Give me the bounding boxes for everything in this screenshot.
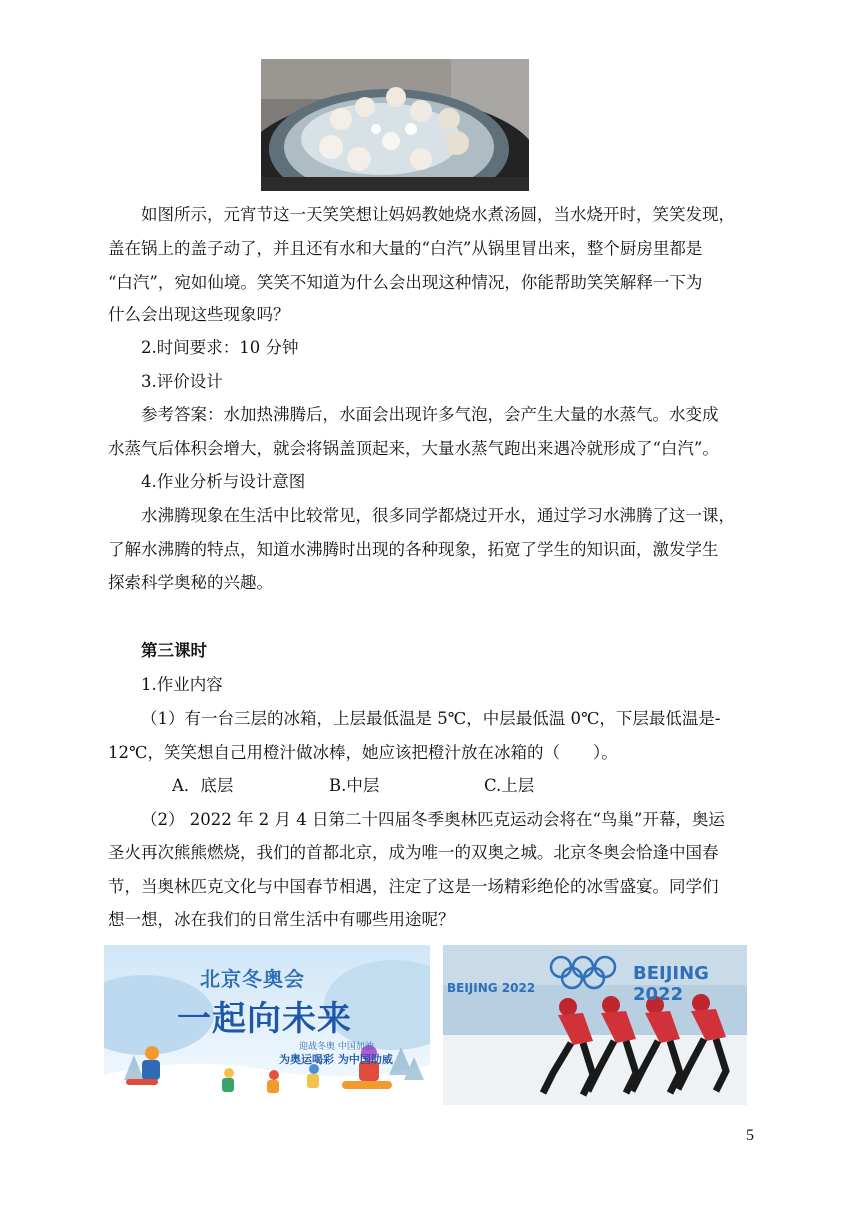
content-heading: 1.作业内容 [141,675,223,694]
analysis-line: 探索科学奥秘的兴趣。 [108,573,273,592]
question2-line: （2） 2022 年 2 月 4 日第二十四届冬季奥林匹克运动会将在“鸟巢”开幕，奥运 [141,810,725,829]
pot-photo [261,59,529,191]
option-a: A．底层 [172,776,234,795]
poster-title-small: 北京冬奥会 [200,967,305,991]
page-number: 5 [746,1127,754,1144]
boiling-pot-image [261,59,529,191]
evaluation-heading: 3.评价设计 [141,372,223,391]
winter-olympics-poster [104,945,430,1108]
speed-skating-photo [443,945,747,1105]
question1-line: 12℃，笑笑想自己用橙汁做冰棒，她应该把橙汁放在冰箱的（ ）。 [108,743,618,762]
paragraph-line: 如图所示，元宵节这一天笑笑想让妈妈教她烧水煮汤圆，当水烧开时，笑笑发现， [141,205,735,224]
question2-line: 圣火再次熊熊燃烧，我们的首都北京，成为唯一的双奥之城。北京冬奥会恰逢中国春 [108,843,719,862]
question2-line: 节，当奥林匹克文化与中国春节相遇，注定了这是一场精彩绝伦的冰雪盛宴。同学们 [108,877,719,896]
paragraph-line: 盖在锅上的盖子动了，并且还有水和大量的“白汽”从锅里冒出来，整个厨房里都是 [108,239,703,258]
time-requirement: 2.时间要求：10 分钟 [141,338,299,357]
answer-line: 参考答案：水加热沸腾后，水面会出现许多气泡，会产生大量的水蒸气。水变成 [141,405,719,424]
skating-banner-left: BEIJING 2022 [447,981,536,995]
poster-title-big: 一起向未来 [177,999,352,1039]
analysis-heading: 4.作业分析与设计意图 [141,472,306,491]
question1-line: （1）有一台三层的冰箱，上层最低温是 5℃，中层最低温 0℃，下层最低温是- [141,709,721,728]
paragraph-line: 什么会出现这些现象吗？ [108,305,290,324]
paragraph-line: “白汽”，宛如仙境。笑笑不知道为什么会出现这种情况，你能帮助笑笑解释一下为 [108,273,703,292]
analysis-line: 水沸腾现象在生活中比较常见，很多同学都烧过开水，通过学习水沸腾了这一课， [141,506,735,525]
question2-line: 想一想，冰在我们的日常生活中有哪些用途呢？ [108,910,455,929]
option-b: B.中层 [329,776,380,795]
option-c: C.上层 [484,776,535,795]
analysis-line: 了解水沸腾的特点，知道水沸腾时出现的各种现象，拓宽了学生的知识面，激发学生 [108,540,719,559]
section-title: 第三课时 [141,641,207,660]
answer-line: 水蒸气后体积会增大，就会将锅盖顶起来，大量水蒸气跑出来遇冷就形成了“白汽”。 [108,439,719,458]
poster-slogan-2: 为奥运喝彩 为中国助威 [279,1053,393,1066]
skating-banner-right: BEIJING 2022 [633,963,709,1005]
poster-slogan-1: 迎战冬奥 中国加油 [299,1042,374,1052]
